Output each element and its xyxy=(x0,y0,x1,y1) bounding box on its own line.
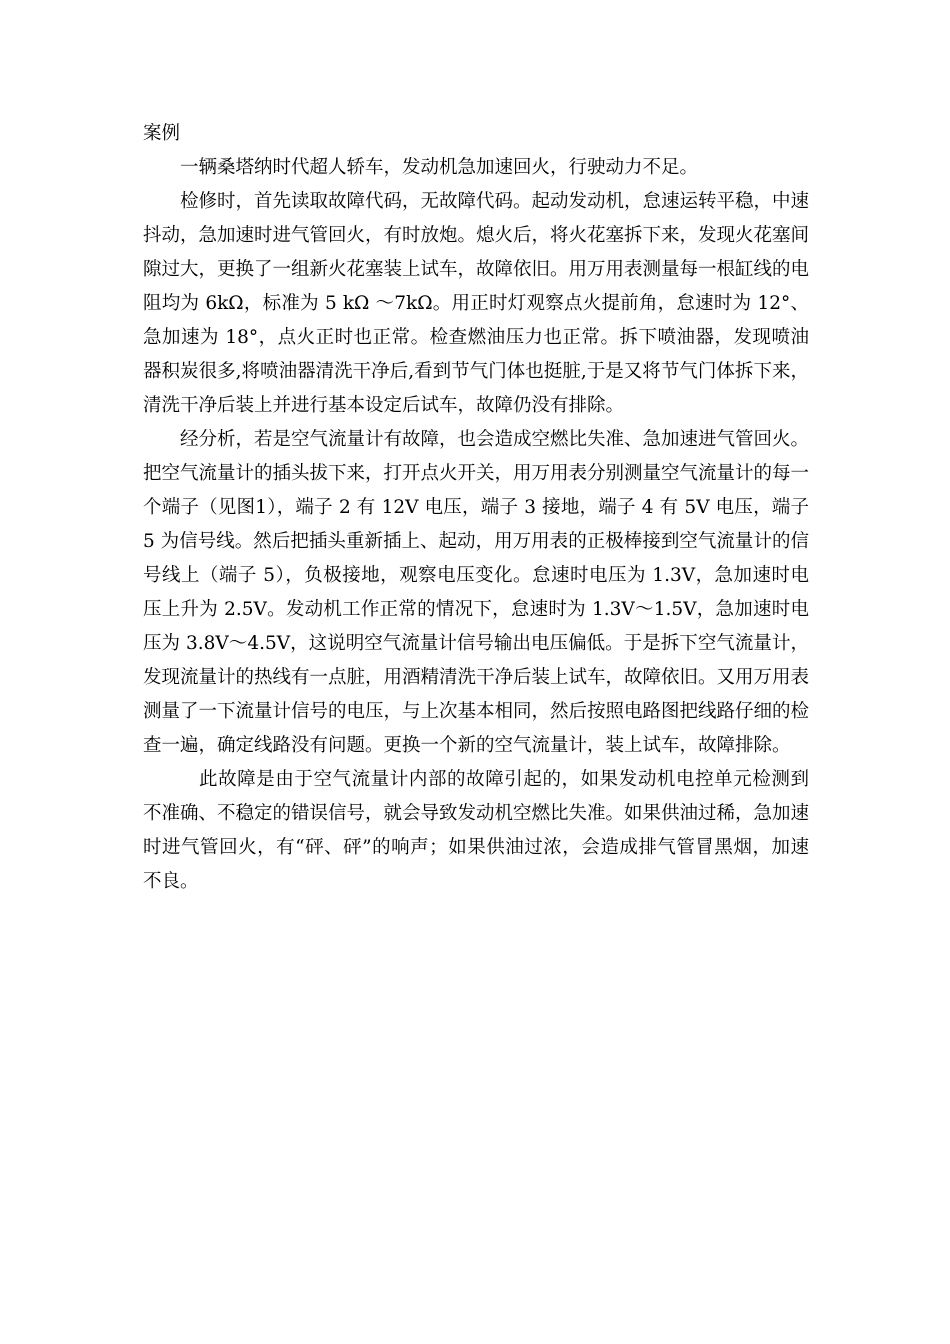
document-title: 案例 xyxy=(143,123,181,144)
paragraph-analysis: 经分析，若是空气流量计有故障，也会造成空燃比失准、急加速进气管回火。把空气流量计的插头拔下来，打开点火开关，用万用表分别测量空气流量计的每一个端子（见图1），端子 2 有 12V 电压，端子 3 接地，端子 4 有 5V 电压，端子 5 为信号线。然后把插头重新插上、起动，用万用表的正极棒接到空气流量计的信号线上（端子 5），负极接地，观察电压变化。怠速时电压为 1.3V，急加速时电压上升为 2.5V。发动机工作正常的情况下，怠速时为 1.3V～1.5V，急加速时电压为 3.8V～4.5V，这说明空气流量计信号输出电压偏低。于是拆下空气流量计，发现流量计的热线有一点脏，用酒精清洗干净后装上试车，故障依旧。又用万用表测量了一下流量计信号的电压，与上次基本相同，然后按照电路图把线路仔细的检查一遍，确定线路没有问题。更换一个新的空气流量计，装上试车，故障排除。 xyxy=(143,429,810,756)
paragraph-conclusion: 此故障是由于空气流量计内部的故障引起的，如果发动机电控单元检测到不准确、不稳定的错误信号，就会导致发动机空燃比失准。如果供油过稀，急加速时进气管回火，有“砰、砰”的响声；如果供油过浓，会造成排气管冒黑烟，加速不良。 xyxy=(143,769,810,892)
paragraph-case-summary: 一辆桑塔纳时代超人轿车，发动机急加速回火，行驶动力不足。 xyxy=(180,157,699,178)
document-body xyxy=(143,117,809,899)
paragraph-inspection: 检修时，首先读取故障代码，无故障代码。起动发动机，怠速运转平稳，中速抖动，急加速时进气管回火，有时放炮。熄火后，将火花塞拆下来，发现火花塞间隙过大，更换了一组新火花塞装上试车，故障依旧。用万用表测量每一根缸线的电阻均为 6kΩ，标准为 5 kΩ ～7kΩ。用正时灯观察点火提前角，怠速时为 12°、急加速为 18°，点火正时也正常。检查燃油压力也正常。拆下喷油器，发现喷油器积炭很多,将喷油器清洗干净后,看到节气门体也挺脏,于是又将节气门体拆下来，清洗干净后装上并进行基本设定后试车，故障仍没有排除。 xyxy=(143,191,810,416)
